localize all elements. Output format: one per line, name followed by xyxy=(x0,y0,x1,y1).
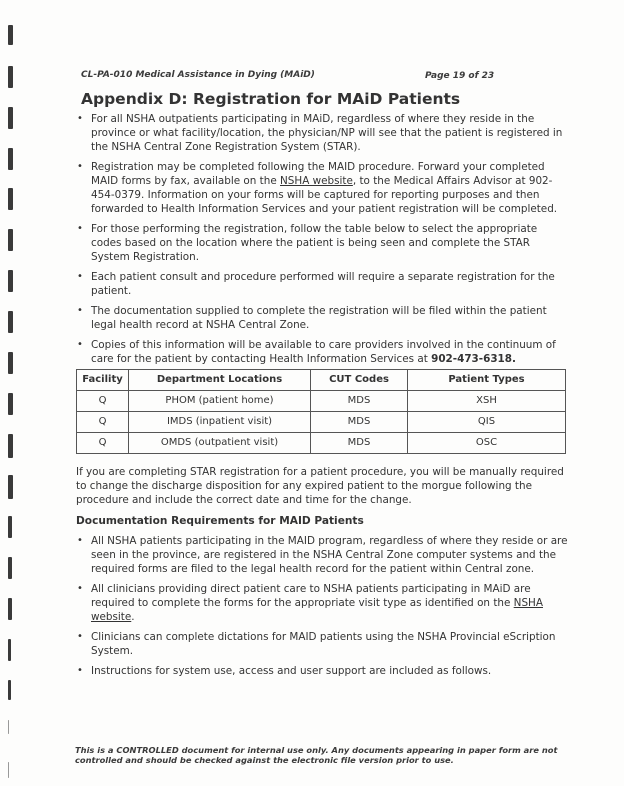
list-item xyxy=(76,664,570,678)
binding-mark xyxy=(8,393,13,415)
bullet-icon: • xyxy=(77,665,83,676)
list-item xyxy=(76,270,570,298)
nsha-website-link[interactable]: NSHA website xyxy=(280,175,353,187)
table-row xyxy=(77,433,566,454)
document-title: CL-PA-010 Medical Assistance in Dying (MAiD) xyxy=(81,70,315,80)
list-item xyxy=(76,160,570,216)
binding-mark xyxy=(8,270,13,292)
list-item-text: For those performing the registration, follow the table below to select the appropriate codes based on the location where the patient is being seen and complete the STAR System Registration. xyxy=(91,223,538,263)
cell-facility: Q xyxy=(77,391,129,412)
list-item-text: All clinicians providing direct patient care to NSHA patients participating in MAiD are required to complete the forms for the appropriate visit type as identified on the xyxy=(91,583,531,609)
list-item-text: Registration may be completed following the MAID procedure. Forward your completed MAID forms by fax, available on the xyxy=(91,161,545,187)
bullet-icon: • xyxy=(77,535,83,546)
cell-cut-code: MDS xyxy=(311,391,408,412)
list-item-text: , to the Medical Affairs Advisor at 902-454-0379. Information on your forms will be captured for reporting purposes and then forwarded to Health Information Services and your patient registration will be completed. xyxy=(91,175,558,215)
list-item-text: The documentation supplied to complete the registration will be filed within the patient legal health record at NSHA Central Zone. xyxy=(91,305,547,331)
cell-patient-type: XSH xyxy=(408,391,566,412)
binding-mark xyxy=(8,475,13,499)
list-item-text: Copies of this information will be available to care providers involved in the continuum of care for the patient by contacting Health Information Services at xyxy=(91,339,556,365)
cell-patient-type: OSC xyxy=(408,433,566,454)
bullet-icon: • xyxy=(77,161,83,172)
list-item-text: . xyxy=(131,611,135,623)
binding-mark xyxy=(8,229,13,251)
binding-mark xyxy=(8,311,13,333)
list-item xyxy=(76,582,570,624)
column-header-department-locations: Department Locations xyxy=(129,370,311,391)
binding-mark xyxy=(8,107,13,129)
appendix-title: Appendix D: Registration for MAiD Patients xyxy=(81,90,461,108)
list-item-text: Clinicians can complete dictations for MAID patients using the NSHA Provincial eScription System. xyxy=(91,631,556,657)
cell-department-location: PHOM (patient home) xyxy=(129,391,311,412)
list-item xyxy=(76,630,570,658)
list-item xyxy=(76,304,570,332)
table-row xyxy=(77,412,566,433)
cell-cut-code: MDS xyxy=(311,433,408,454)
registration-codes-table xyxy=(76,369,566,454)
binding-mark xyxy=(8,557,12,579)
cell-department-location: OMDS (outpatient visit) xyxy=(129,433,311,454)
page-indicator: Page 19 of 23 xyxy=(425,71,495,81)
column-header-cut-codes: CUT Codes xyxy=(311,370,408,391)
list-item xyxy=(76,112,570,154)
nsha-website-link[interactable]: NSHA website xyxy=(91,597,543,623)
bullet-icon: • xyxy=(77,631,83,642)
controlled-document-disclaimer: This is a CONTROLLED document for internal use only. Any documents appearing in paper form are not controlled and should be checked against the electronic file version prior to use. xyxy=(75,745,558,765)
binding-mark xyxy=(8,148,13,170)
binding-mark xyxy=(8,720,9,734)
discharge-disposition-paragraph: If you are completing STAR registration for a patient procedure, you will be manually required to change the discharge disposition for any expired patient to the morgue following the procedure and include the correct date and time for the change. xyxy=(76,466,564,506)
binding-mark xyxy=(8,188,13,210)
list-item-text: Instructions for system use, access and user support are included as follows. xyxy=(91,665,492,677)
list-item xyxy=(76,222,570,264)
list-item-text: All NSHA patients participating in the MAID program, regardless of where they reside or are seen in the province, are registered in the NSHA Central Zone computer systems and the required forms are filed to the legal health record for the patient within Central zone. xyxy=(91,535,568,575)
binding-mark xyxy=(8,639,11,661)
bullet-icon: • xyxy=(77,583,83,594)
column-header-facility: Facility xyxy=(77,370,129,391)
bullet-icon: • xyxy=(77,305,83,316)
binding-mark xyxy=(8,516,12,538)
document-body xyxy=(76,112,570,684)
binding-mark xyxy=(8,66,13,88)
list-item-text: Each patient consult and procedure performed will require a separate registration for the patient. xyxy=(91,271,555,297)
cell-patient-type: QIS xyxy=(408,412,566,433)
binding-mark xyxy=(8,352,13,374)
binding-mark xyxy=(8,598,12,620)
bullet-icon: • xyxy=(77,113,83,124)
cell-department-location: IMDS (inpatient visit) xyxy=(129,412,311,433)
table-header-row xyxy=(77,370,566,391)
cell-cut-code: MDS xyxy=(311,412,408,433)
column-header-patient-types: Patient Types xyxy=(408,370,566,391)
bullet-icon: • xyxy=(77,271,83,282)
phone-number: 902-473-6318. xyxy=(431,353,516,365)
table-row xyxy=(77,391,566,412)
binding-mark xyxy=(8,25,13,45)
cell-facility: Q xyxy=(77,433,129,454)
bullet-icon: • xyxy=(77,339,83,350)
list-item xyxy=(76,534,570,576)
registration-bullets xyxy=(76,112,570,366)
binding-mark xyxy=(8,762,9,778)
documentation-requirements-heading: Documentation Requirements for MAID Patients xyxy=(76,515,364,527)
documentation-bullets xyxy=(76,534,570,678)
binding-mark xyxy=(8,434,13,458)
list-item xyxy=(76,338,570,366)
bullet-icon: • xyxy=(77,223,83,234)
list-item-text: For all NSHA outpatients participating in MAiD, regardless of where they reside in the province or what facility/location, the physician/NP will see that the patient is registered in the NSHA Central Zone Registration System (STAR). xyxy=(91,113,563,153)
scan-binding-marks xyxy=(0,0,22,786)
cell-facility: Q xyxy=(77,412,129,433)
binding-mark xyxy=(8,680,11,700)
